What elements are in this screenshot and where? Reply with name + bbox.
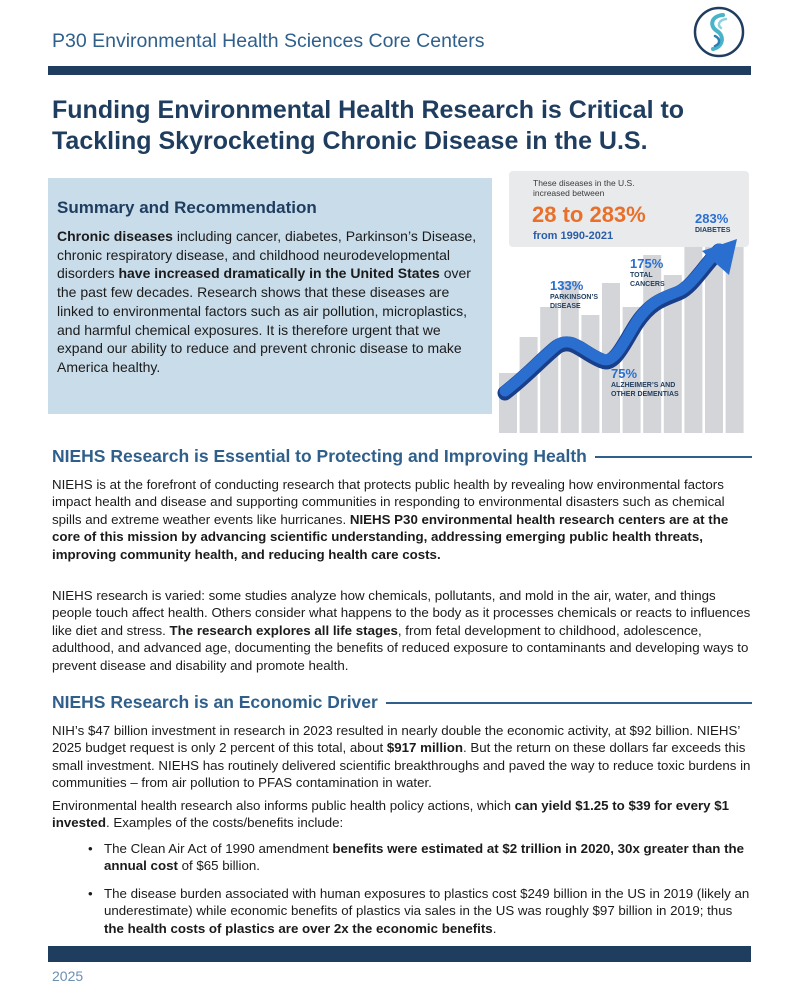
annotation-cancers-label-2: CANCERS	[630, 281, 665, 288]
header-title: P30 Environmental Health Sciences Core Centers	[52, 30, 485, 52]
page-title: Funding Environmental Health Research is Critical to Tackling Skyrocketing Chronic Disease in the U.S.	[52, 96, 685, 155]
bullet2-bold: the health costs of plastics are over 2x the economic benefits	[104, 920, 493, 936]
bullet2-text-2: .	[492, 920, 497, 936]
disease-increase-chart	[497, 171, 753, 433]
econ-p2-bold: can yield $1.25 to $39 for every $1 invested	[52, 798, 730, 831]
annotation-cancers-value: 175%	[630, 256, 664, 271]
list-item	[52, 840, 752, 875]
summary-text	[57, 227, 478, 377]
section-economic-paragraph-2	[52, 797, 752, 832]
health-p2-text-1: NIEHS research is varied: some studies analyze how chemicals, pollutants, and mold in the air, water, and things people touch affect health. Others consider what happens to the body as it processes chemicals or reacts to influences like diet and stress.	[52, 588, 751, 638]
bullet1-text-1: The Clean Air Act of 1990 amendment	[104, 841, 333, 856]
callout-intro-line-1: These diseases in the U.S.	[533, 178, 635, 188]
callout-period: from 1990-2021	[533, 230, 614, 242]
footer-rule	[48, 946, 751, 962]
callout-intro-line-2: increased between	[533, 188, 605, 198]
cost-benefit-list	[52, 840, 752, 947]
econ-p1-text-2: . But the return on these dollars far exceeds this small investment. NIEHS has routinely delivered scientific breakthroughs and paved the way to reduce toxic burdens in communities – from air pollution to PFAS contamination in water.	[52, 740, 751, 791]
health-p1-bold: NIEHS P30 environmental health research centers are at the core of this mission by advancing scientific understanding, addressing emerging public health threats, improving community health, and reducing health care costs.	[52, 511, 729, 562]
section-health-title: NIEHS Research is Essential to Protecting and Improving Health	[52, 446, 587, 466]
annotation-cancers-label-1: TOTAL	[630, 272, 653, 279]
annotation-parkinsons-label-1: PARKINSON’S	[550, 294, 599, 301]
annotation-alzheimers-value: 75%	[611, 366, 638, 381]
bullet1-bold: benefits were estimated at $2 trillion in 2020, 30x greater than the annual cost	[104, 841, 745, 874]
footer-year: 2025	[52, 968, 84, 984]
niehs-swirl-logo-icon	[693, 6, 745, 58]
summary-heading: Summary and Recommendation	[57, 198, 317, 217]
annotation-alzheimers-label-1: ALZHEIMER’S AND	[611, 382, 676, 389]
section-economic-title: NIEHS Research is an Economic Driver	[52, 692, 378, 712]
summary-box	[48, 178, 492, 414]
bullet1-text-2: of $65 billion.	[177, 858, 260, 874]
health-p1-text: NIEHS is at the forefront of conducting research that protects public health by revealing how environmental factors impact health and disease and supporting communities in responding to environmental disasters such as chemical spills and extreme weather events like hurricanes.	[52, 477, 725, 527]
list-item	[52, 885, 752, 937]
summary-text-2: over the past few decades. Research shows that these diseases are linked to environmental factors such as air pollution, microplastics, and harmful chemical exposures. It is therefore urgent that we expand our ability to reduce and prevent chronic disease to make America healthy.	[57, 265, 471, 375]
econ-p2-text-1: Environmental health research also informs public health policy actions, which	[52, 798, 515, 813]
bullet2-text-1: The disease burden associated with human exposures to plastics cost $249 billion in the US in 2019 (likely an underestimate) while economic benefits of plastics via sales in the US was roughly $97 billion in 2019; thus	[104, 885, 750, 919]
annotation-diabetes-value: 283%	[695, 211, 729, 226]
annotation-parkinsons-value: 133%	[550, 278, 584, 293]
header-rule	[48, 66, 751, 75]
section-economic-rule	[386, 702, 752, 704]
econ-p1-text-1: NIH’s $47 billion investment in research in 2023 resulted in nearly double the economic activity, at $92 billion. NIEHS’ 2025 budget request is only 2 percent of this total, about	[52, 723, 740, 756]
econ-p1-bold: $917 million	[386, 740, 463, 756]
summary-text-1: including cancer, diabetes, Parkinson’s Disease, chronic respiratory disease, and childhood neurodevelopmental disorders	[57, 228, 477, 282]
summary-bold-1: Chronic diseases	[57, 228, 173, 244]
annotation-alzheimers-label-2: OTHER DEMENTIAS	[611, 391, 679, 398]
annotation-diabetes-label-1: DIABETES	[695, 227, 731, 234]
section-health-paragraph-1	[52, 476, 752, 563]
section-health-paragraph-2	[52, 587, 752, 674]
background-bar	[581, 315, 599, 433]
section-economic-heading	[52, 692, 752, 713]
annotation-parkinsons-label-2: DISEASE	[550, 303, 581, 310]
section-health-rule	[595, 456, 752, 458]
health-p2-bold: The research explores all life stages	[169, 622, 398, 638]
section-economic-paragraph-1	[52, 722, 752, 792]
health-p2-text-2: , from fetal development to childhood, adolescence, adulthood, and advanced age, documenting the benefits of reduced exposure to contaminants and developing ways to prevent disease and disability and promote health.	[52, 622, 749, 673]
summary-bold-2: have increased dramatically in the United States	[118, 265, 440, 282]
callout-range: 28 to 283%	[532, 202, 646, 227]
econ-p2-text-2: . Examples of the costs/benefits include:	[105, 815, 344, 831]
section-health-heading	[52, 446, 752, 467]
background-bar	[540, 307, 558, 433]
